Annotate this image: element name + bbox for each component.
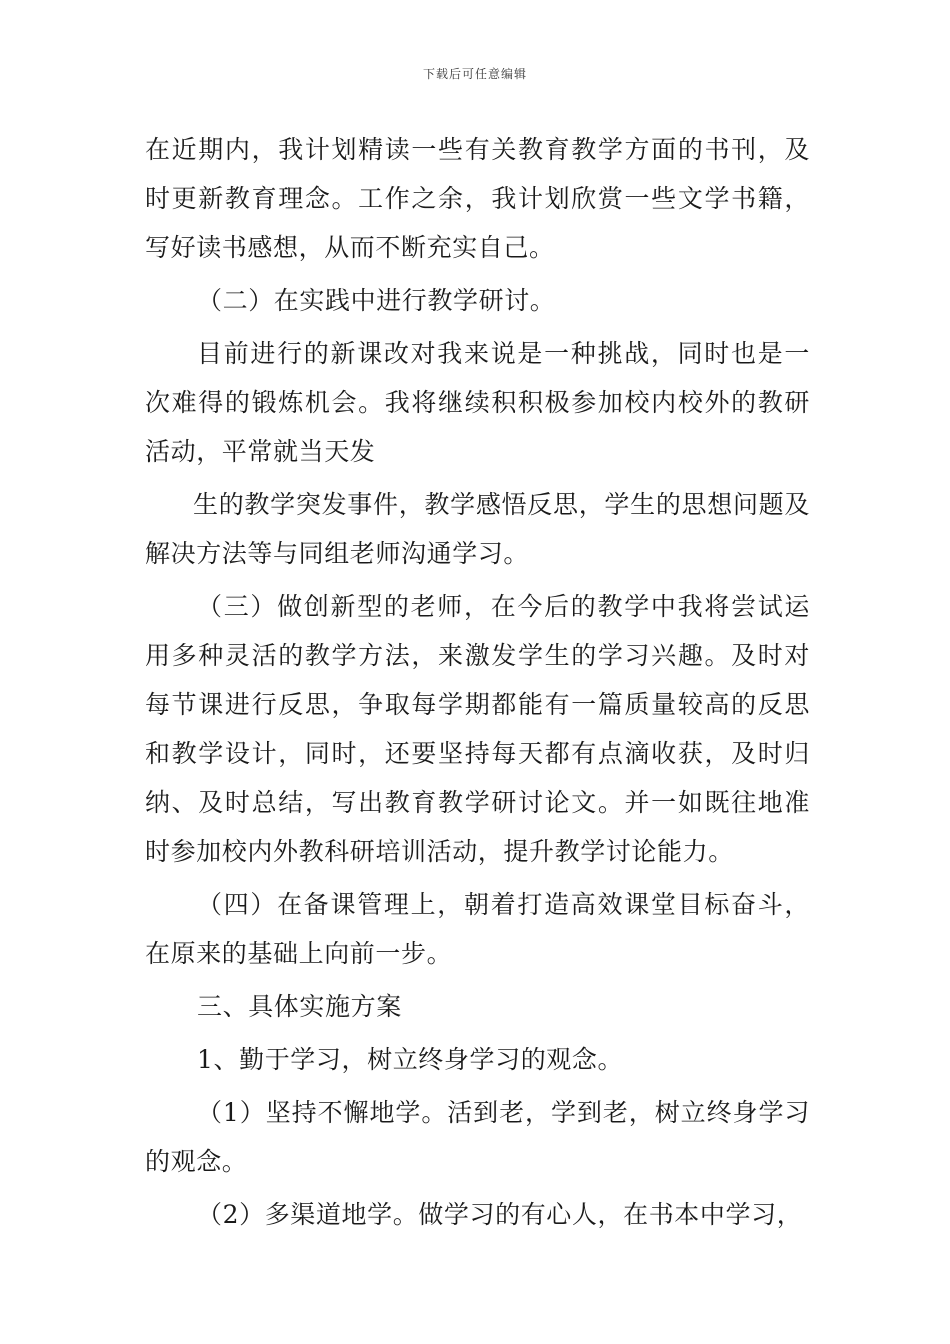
page-header: 下载后可任意编辑 — [422, 67, 527, 81]
paragraph-item-one-two: （2）多渠道地学。做学习的有心人，在书本中学习， — [197, 1200, 803, 1229]
paragraph-section-four: （四）在备课管理上，朝着打造高效课堂目标奋斗，在原来的基础上向前一步。 — [145, 890, 810, 968]
paragraph-item-one-one: （1）坚持不懈地学。活到老，学到老，树立终身学习的观念。 — [145, 1098, 810, 1176]
paragraph-curriculum-reform: 目前进行的新课改对我来说是一种挑战，同时也是一次难得的锻炼机会。我将继续积积极参加校内校外的教研活动，平常就当天发 — [145, 339, 810, 466]
paragraph-teaching-events: 生的教学突发事件，教学感悟反思，学生的思想问题及解决方法等与同组老师沟通学习。 — [145, 490, 810, 568]
heading-item-one: 1、勤于学习，树立终身学习的观念。 — [197, 1045, 624, 1074]
heading-implementation-plan: 三、具体实施方案 — [197, 992, 402, 1021]
document-body — [145, 125, 810, 1239]
paragraph-reading-plan: 在近期内，我计划精读一些有关教育教学方面的书刊，及时更新教育理念。工作之余，我计划欣赏一些文学书籍，写好读书感想，从而不断充实自己。 — [145, 135, 810, 262]
paragraph-section-three: （三）做创新型的老师，在今后的教学中我将尝试运用多种灵活的教学方法，来激发学生的学习兴趣。及时对每节课进行反思，争取每学期都能有一篇质量较高的反思和教学设计，同时，还要坚持每天都有点滴收获，及时归纳、及时总结，写出教育教学研讨论文。并一如既往地准时参加校内外教科研培训活动，提升教学讨论能力。 — [145, 592, 810, 866]
heading-section-two: （二）在实践中进行教学研讨。 — [197, 286, 556, 315]
